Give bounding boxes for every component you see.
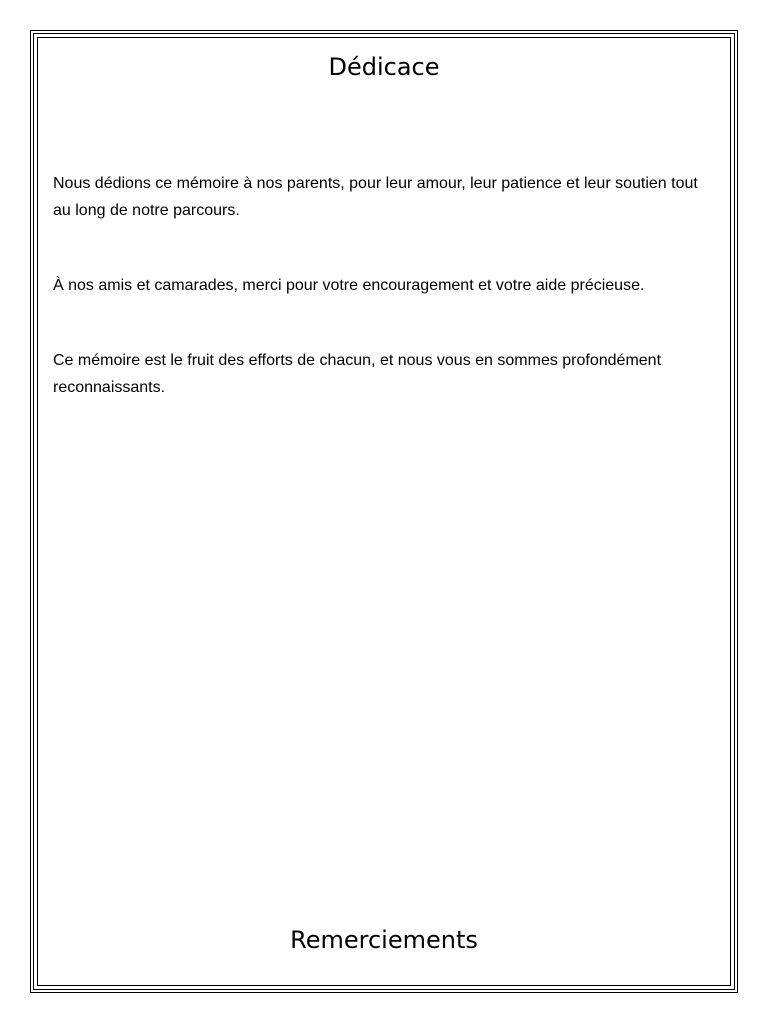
remerciements-title: Remerciements — [290, 926, 478, 954]
page-border — [30, 30, 738, 993]
dedicace-paragraph-friends: À nos amis et camarades, merci pour votre encouragement et votre aide précieuse. — [53, 277, 645, 294]
dedicace-paragraph-parents: Nous dédions ce mémoire à nos parents, pour leur amour, leur patience et leur soutien tout au long de notre parcours. — [53, 175, 698, 219]
page-border-inner — [37, 37, 731, 986]
dedicace-paragraph-gratitude: Ce mémoire est le fruit des efforts de chacun, et nous vous en sommes profondément reconnaissants. — [53, 352, 662, 396]
dedicace-title: Dédicace — [328, 53, 440, 81]
